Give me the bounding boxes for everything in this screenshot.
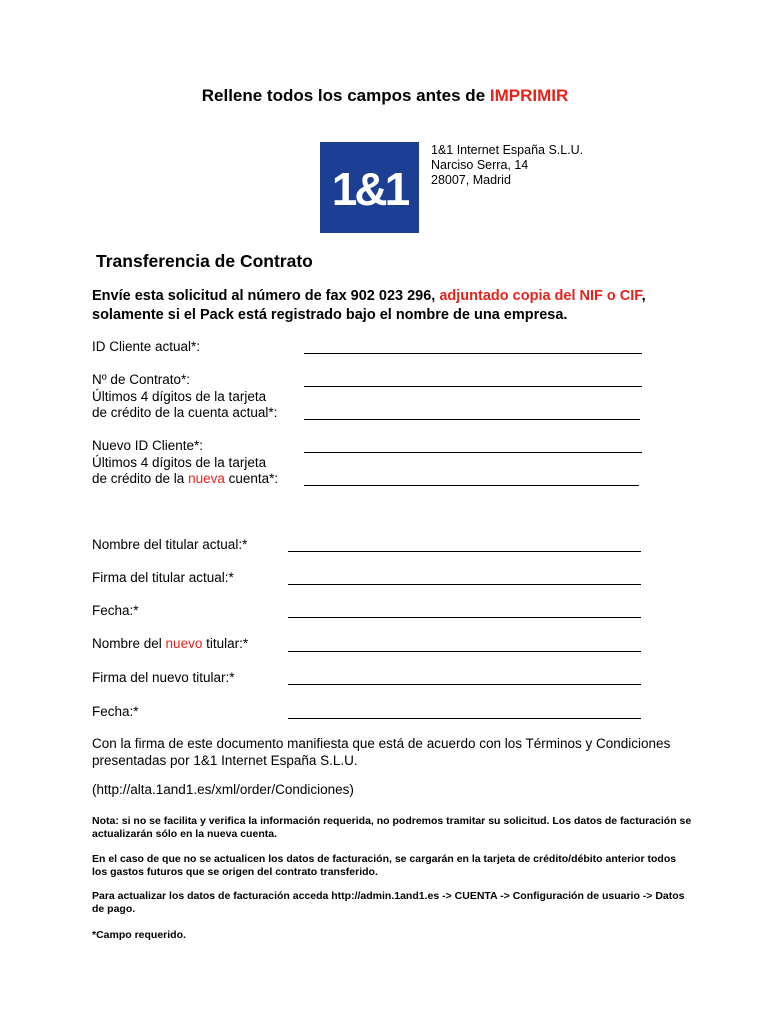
firma-nuevo-titular-label: Firma del nuevo titular:* bbox=[92, 670, 235, 685]
terms-url: (http://alta.1and1.es/xml/order/Condiciones) bbox=[92, 782, 354, 797]
firma-nuevo-titular-field[interactable] bbox=[288, 684, 641, 685]
nombre-nuevo-highlight: nuevo bbox=[165, 636, 203, 651]
logo-text: 1&1 bbox=[331, 163, 408, 215]
address-line-1: 1&1 Internet España S.L.U. bbox=[431, 143, 584, 157]
note-billing-update: En el caso de que no se actualicen los datos de facturación, se cargarán en la tarjeta de crédito/débito anterior todos los gastos futuros que se origen del contrato transferido. bbox=[92, 853, 677, 878]
num-contrato-label: Nº de Contrato*: bbox=[92, 372, 190, 387]
ultimos4-nueva-highlight: nueva bbox=[188, 471, 225, 486]
address-line-3: 28007, Madrid bbox=[431, 173, 511, 187]
ultimos4-nueva-prefix: de crédito de la bbox=[92, 471, 189, 486]
intro-text-1: Envíe esta solicitud al número de fax 902 023 296, bbox=[92, 288, 440, 304]
note-update-instructions: Para actualizar los datos de facturación acceda http://admin.1and1.es -> CUENTA -> Configuración de usuario -> Datos de pago. bbox=[92, 890, 685, 915]
intro-highlight: adjuntado copia del NIF o CIF bbox=[439, 288, 642, 304]
firma-titular-actual-label: Firma del titular actual:* bbox=[92, 570, 234, 585]
nombre-nuevo-titular-label bbox=[92, 636, 248, 653]
intro-instructions bbox=[92, 287, 692, 325]
section-title: Transferencia de Contrato bbox=[96, 251, 313, 271]
note-required-info: Nota: si no se facilita y verifica la información requerida, no podremos tramitar su solicitud. Los datos de facturación se actualizarán sólo en la nueva cuenta. bbox=[92, 815, 692, 840]
ultimos4-actual-label-line1: Últimos 4 dígitos de la tarjeta bbox=[92, 388, 267, 404]
company-address bbox=[431, 143, 583, 188]
nombre-nuevo-suffix: titular:* bbox=[202, 636, 249, 651]
nombre-nuevo-titular-field[interactable] bbox=[288, 651, 641, 652]
ultimos4-nueva-suffix: cuenta*: bbox=[224, 471, 279, 486]
ultimos4-nueva-label-line2 bbox=[92, 471, 278, 488]
ultimos4-nueva-label-line1: Últimos 4 dígitos de la tarjeta bbox=[92, 454, 267, 470]
fecha-1-field[interactable] bbox=[288, 617, 641, 618]
page-header-title bbox=[0, 86, 770, 106]
nombre-nuevo-prefix: Nombre del bbox=[92, 636, 166, 651]
firma-titular-actual-field[interactable] bbox=[288, 584, 641, 585]
address-line-2: Narciso Serra, 14 bbox=[431, 158, 529, 172]
nombre-titular-actual-field[interactable] bbox=[288, 551, 641, 552]
intro-text-2: , solamente si el Pack está registrado bajo el nombre de una empresa. bbox=[92, 288, 646, 323]
nuevo-id-cliente-label: Nuevo ID Cliente*: bbox=[92, 438, 204, 453]
num-contrato-field[interactable] bbox=[304, 386, 642, 387]
nuevo-id-cliente-field[interactable] bbox=[304, 452, 642, 453]
fecha-2-label: Fecha:* bbox=[92, 704, 139, 719]
fecha-2-field[interactable] bbox=[288, 718, 641, 719]
header-title-text: Rellene todos los campos antes de bbox=[201, 86, 490, 105]
nombre-titular-actual-label: Nombre del titular actual:* bbox=[92, 537, 248, 552]
id-cliente-actual-label: ID Cliente actual*: bbox=[92, 339, 201, 354]
id-cliente-actual-field[interactable] bbox=[304, 353, 642, 354]
note-required-field: *Campo requerido. bbox=[92, 929, 186, 941]
terms-statement: Con la firma de este documento manifiesta que está de acuerdo con los Términos y Condiciones presentadas por 1&1 Internet España S.L.U. bbox=[92, 736, 671, 768]
fecha-1-label: Fecha:* bbox=[92, 603, 139, 618]
ultimos4-actual-label-line2: de crédito de la cuenta actual*: bbox=[92, 405, 278, 420]
company-logo bbox=[320, 142, 419, 233]
header-title-highlight: IMPRIMIR bbox=[489, 86, 569, 105]
ultimos4-nueva-field[interactable] bbox=[304, 485, 639, 486]
ultimos4-actual-field[interactable] bbox=[304, 419, 640, 420]
